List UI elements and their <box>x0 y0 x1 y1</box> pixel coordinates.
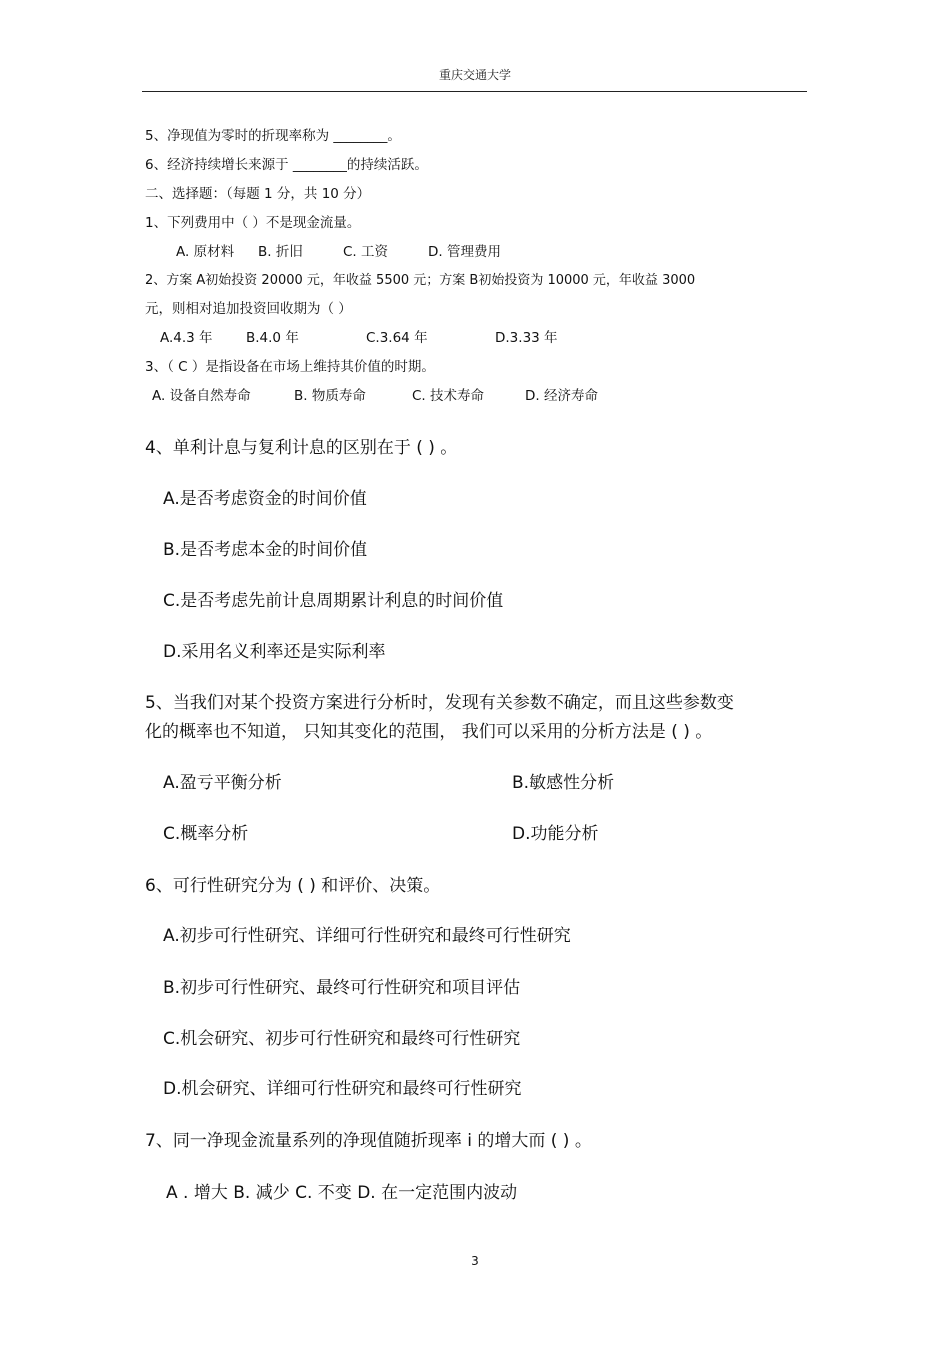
q2-option-a: A.4.3 年 <box>160 330 213 346</box>
q6-option-d: D.机会研究、详细可行性研究和最终可行性研究 <box>163 1079 522 1099</box>
q1-option-c: C. 工资 <box>343 244 389 260</box>
section-heading: 二、选择题：（每题 1 分，共 10 分） <box>145 186 371 202</box>
question-6: 6、可行性研究分为 ( ) 和评价、决策。 <box>145 876 441 896</box>
question-5-line2: 化的概率也不知道， 只知其变化的范围， 我们可以采用的分析方法是 ( ) 。 <box>145 722 713 742</box>
q3-option-d: D. 经济寿命 <box>525 388 598 404</box>
q5-option-c: C.概率分析 <box>163 824 249 844</box>
q5-option-b: B.敏感性分析 <box>512 773 615 793</box>
question-4: 4、单利计息与复利计息的区别在于 ( ) 。 <box>145 438 458 458</box>
question-7: 7、同一净现金流量系列的净现值随折现率 i 的增大而 ( ) 。 <box>145 1131 592 1151</box>
fill-blank-q5: 5、净现值为零时的折现率称为 ________。 <box>145 128 401 144</box>
question-5-line1: 5、当我们对某个投资方案进行分析时，发现有关参数不确定，而且这些参数变 <box>145 693 734 713</box>
question-2-line2: 元，则相对追加投资回收期为（ ） <box>145 301 352 317</box>
question-2-line1: 2、方案 A初始投资 20000 元，年收益 5500 元；方案 B初始投资为 10000 元，年收益 3000 <box>145 273 696 288</box>
q6-option-a: A.初步可行性研究、详细可行性研究和最终可行性研究 <box>163 926 571 946</box>
q4-option-c: C.是否考虑先前计息周期累计利息的时间价值 <box>163 591 504 611</box>
q1-option-a: A. 原材料 <box>176 244 235 260</box>
q4-option-b: B.是否考虑本金的时间价值 <box>163 540 368 560</box>
q5-option-d: D.功能分析 <box>512 824 599 844</box>
fill-blank-q6: 6、经济持续增长来源于 ________的持续活跃。 <box>145 157 428 173</box>
q2-option-c: C.3.64 年 <box>366 330 428 346</box>
page-number: 3 <box>471 1254 479 1268</box>
q3-option-a: A. 设备自然寿命 <box>152 388 251 404</box>
q4-option-d: D.采用名义利率还是实际利率 <box>163 642 386 662</box>
question-1: 1、下列费用中（ ）不是现金流量。 <box>145 215 361 231</box>
q6-option-b: B.初步可行性研究、最终可行性研究和项目评估 <box>163 978 521 998</box>
q7-options: A . 增大 B. 减少 C. 不变 D. 在一定范围内波动 <box>166 1183 518 1203</box>
q2-option-d: D.3.33 年 <box>495 330 558 346</box>
page-header: 重庆交通大学 <box>438 68 511 82</box>
q3-option-c: C. 技术寿命 <box>412 388 485 404</box>
question-3: 3、（ C ）是指设备在市场上维持其价值的时期。 <box>145 359 435 375</box>
q6-option-c: C.机会研究、初步可行性研究和最终可行性研究 <box>163 1029 521 1049</box>
q4-option-a: A.是否考虑资金的时间价值 <box>163 489 367 509</box>
header-rule <box>142 91 807 92</box>
q3-option-b: B. 物质寿命 <box>294 388 366 404</box>
q5-option-a: A.盈亏平衡分析 <box>163 773 282 793</box>
q1-option-d: D. 管理费用 <box>428 244 501 260</box>
q1-option-b: B. 折旧 <box>258 244 303 260</box>
q2-option-b: B.4.0 年 <box>246 330 299 346</box>
